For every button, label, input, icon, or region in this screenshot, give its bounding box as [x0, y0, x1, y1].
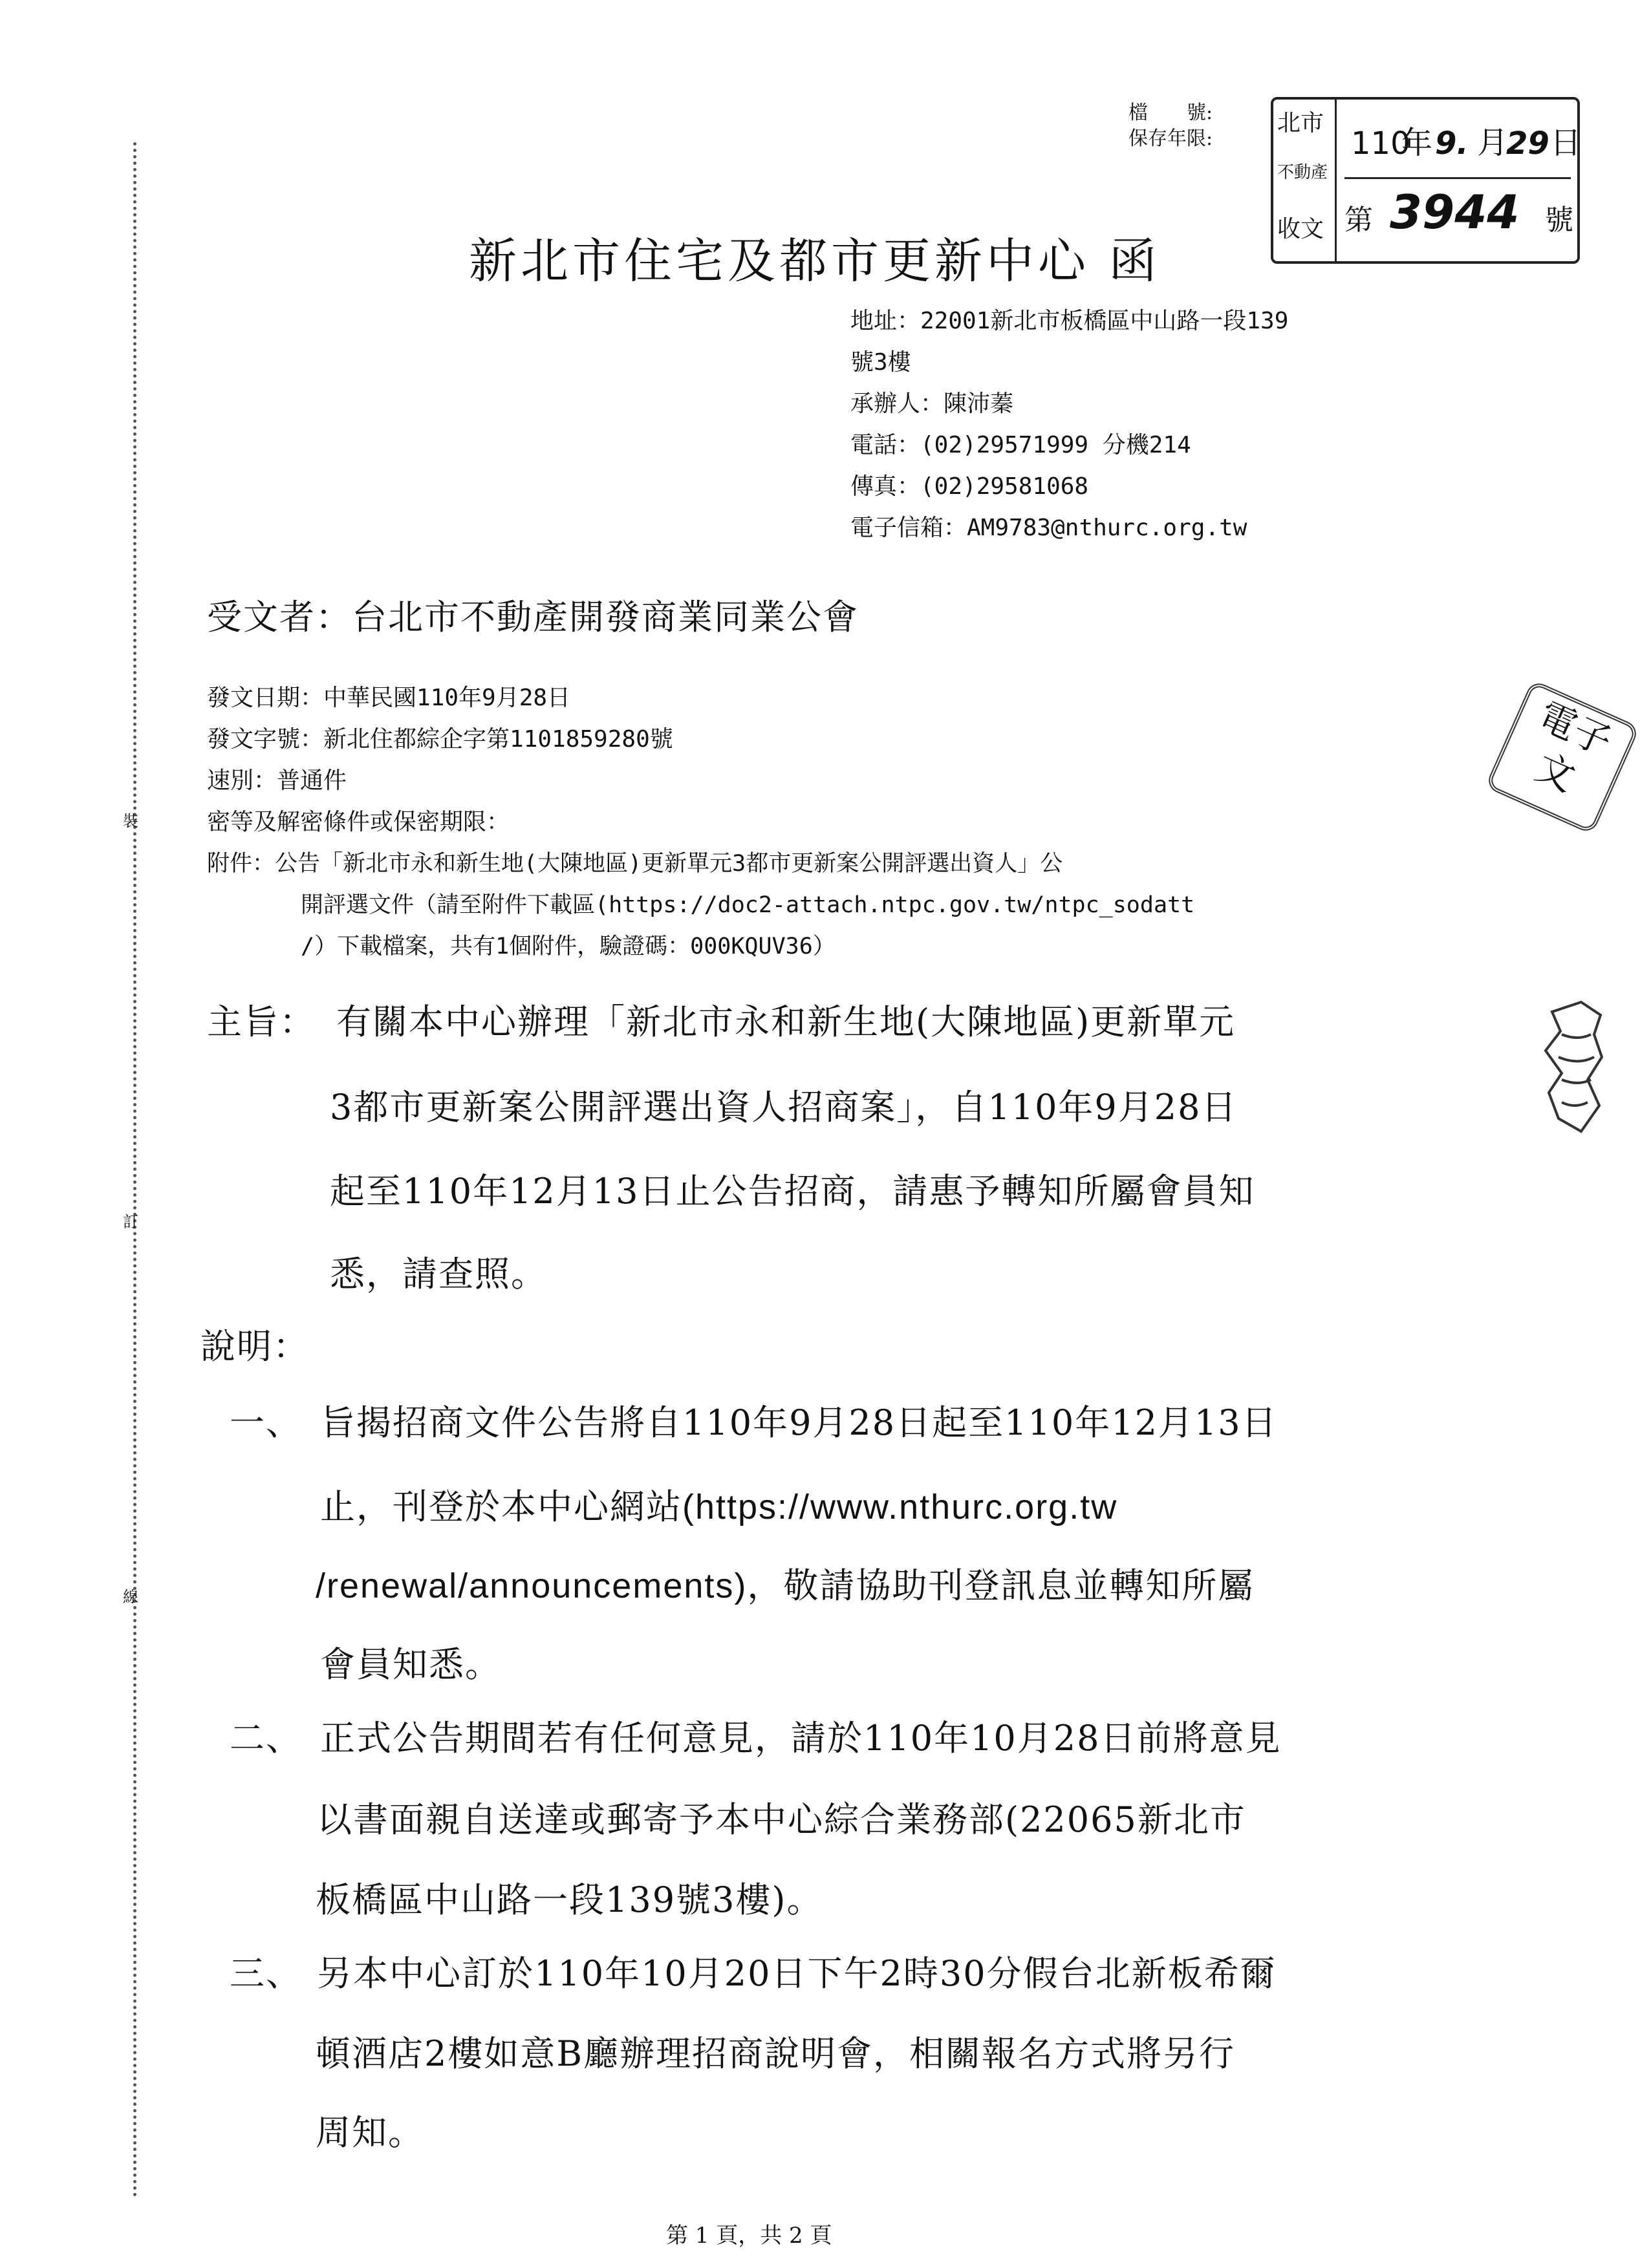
explanation-item-1-line1: 旨揭招商文件公告將自110年9月28日起至110年12月13日	[320, 1402, 1278, 1443]
binding-mark-ding: 訂	[123, 1213, 138, 1231]
explanation-item-2-line3: 板橋區中山路一段139號3樓)。	[316, 1879, 823, 1920]
explanation-item-1-line4: 會員知悉。	[320, 1644, 501, 1685]
explanation-item-2-line1: 正式公告期間若有任何意見，請於110年10月28日前將意見	[320, 1718, 1282, 1759]
stamp-month-char: 月	[1477, 125, 1509, 161]
subject-line1: 有關本中心辦理「新北市永和新生地(大陳地區)更新單元	[336, 1001, 1236, 1042]
binding-dotted-line	[133, 142, 136, 2198]
stamp-day: 29	[1506, 125, 1549, 162]
attachment-line3: /）下載檔案，共有1個附件，驗證碼：000KQUV36）	[301, 934, 836, 959]
retention-period-label: 保存年限:	[1128, 127, 1213, 150]
explanation-item-2-line2: 以書面親自送達或郵寄予本中心綜合業務部(22065新北市	[317, 1799, 1246, 1840]
sender-fax: 傳真：(02)29581068	[850, 473, 1089, 500]
filing-labels	[1128, 100, 1213, 152]
stamp-month: 9.	[1435, 125, 1469, 162]
receipt-stamp	[1271, 97, 1580, 264]
attachment-line2: 開評選文件（請至附件下載區(https://doc2-attach.ntpc.gov.tw/ntpc_sodatt	[301, 892, 1195, 918]
receipt-stamp-org	[1273, 100, 1337, 261]
delivery-speed: 速別：普通件	[207, 767, 347, 794]
explanation-item-3-line3: 周知。	[316, 2112, 424, 2153]
attachment-line1: 附件：公告「新北市永和新生地(大陳地區)更新單元3都市更新案公開評選出資人」公	[207, 851, 1063, 877]
stamp-year: 110	[1351, 125, 1410, 162]
subject-line2: 3都市更新案公開評選出資人招商案」，自110年9月28日	[330, 1087, 1238, 1128]
explanation-item-1-num: 一、	[230, 1402, 302, 1443]
sender-handler: 承辦人：陳沛蓁	[850, 390, 1014, 417]
document-title: 新北市住宅及都市更新中心 函	[469, 233, 1161, 289]
stamp-org-line2: 不動產	[1277, 163, 1328, 182]
explanation-item-3-num: 三、	[230, 1953, 302, 1994]
explanation-item-1-line3: /renewal/announcements)，敬請協助刊登訊息並轉知所屬	[316, 1567, 1255, 1605]
issue-date: 發文日期：中華民國110年9月28日	[207, 685, 571, 711]
explanation-item-2-num: 二、	[230, 1718, 302, 1759]
subject-label: 主旨：	[207, 1001, 316, 1042]
stamp-no-prefix: 第	[1344, 204, 1373, 237]
explanation-item-3-line1: 另本中心訂於110年10月20日下午2時30分假台北新板希爾	[317, 1953, 1277, 1994]
sender-address-line1: 地址：22001新北市板橋區中山路一段139	[850, 308, 1289, 334]
explanation-item-1-line2: 止，刊登於本中心網站(https://www.nthurc.org.tw	[320, 1488, 1118, 1526]
stamp-year-char: 年	[1401, 125, 1433, 161]
receipt-stamp-date	[1344, 112, 1582, 179]
document-number: 發文字號：新北住都綜企字第1101859280號	[207, 726, 673, 753]
explanation-item-3-line2: 頓酒店2樓如意B廳辦理招商說明會，相關報名方式將另行	[316, 2033, 1236, 2074]
electronic-document-seal: 電子文	[1485, 679, 1640, 835]
recipient: 受文者：台北市不動產開發商業同業公會	[207, 597, 859, 637]
binding-mark-xian: 線	[123, 1588, 138, 1606]
secrecy-level: 密等及解密條件或保密期限：	[207, 809, 510, 835]
stamp-org-line1: 北市	[1277, 110, 1324, 136]
subject-line3: 起至110年12月13日止公告招商，請惠予轉知所屬會員知	[330, 1171, 1255, 1212]
sender-address-line2: 號3樓	[850, 349, 911, 376]
sender-email: 電子信箱：AM9783@nthurc.org.tw	[850, 515, 1247, 541]
file-number-label: 檔 號:	[1128, 102, 1213, 124]
subject-line4: 悉，請查照。	[330, 1254, 547, 1294]
stamp-day-char: 日	[1550, 125, 1582, 161]
ink-splotch-mark	[1542, 996, 1604, 1138]
explanation-label: 說明：	[200, 1326, 309, 1367]
sender-info	[850, 301, 1288, 549]
page-footer: 第 1 頁，共 2 頁	[666, 2223, 832, 2249]
stamp-org-line3: 收文	[1277, 216, 1324, 242]
stamp-number: 3944	[1390, 185, 1520, 239]
document-meta	[207, 678, 1194, 967]
sender-phone: 電話：(02)29571999 分機214	[850, 432, 1191, 458]
stamp-no-suffix: 號	[1545, 204, 1573, 237]
binding-mark-zhuang: 裝	[123, 812, 138, 830]
